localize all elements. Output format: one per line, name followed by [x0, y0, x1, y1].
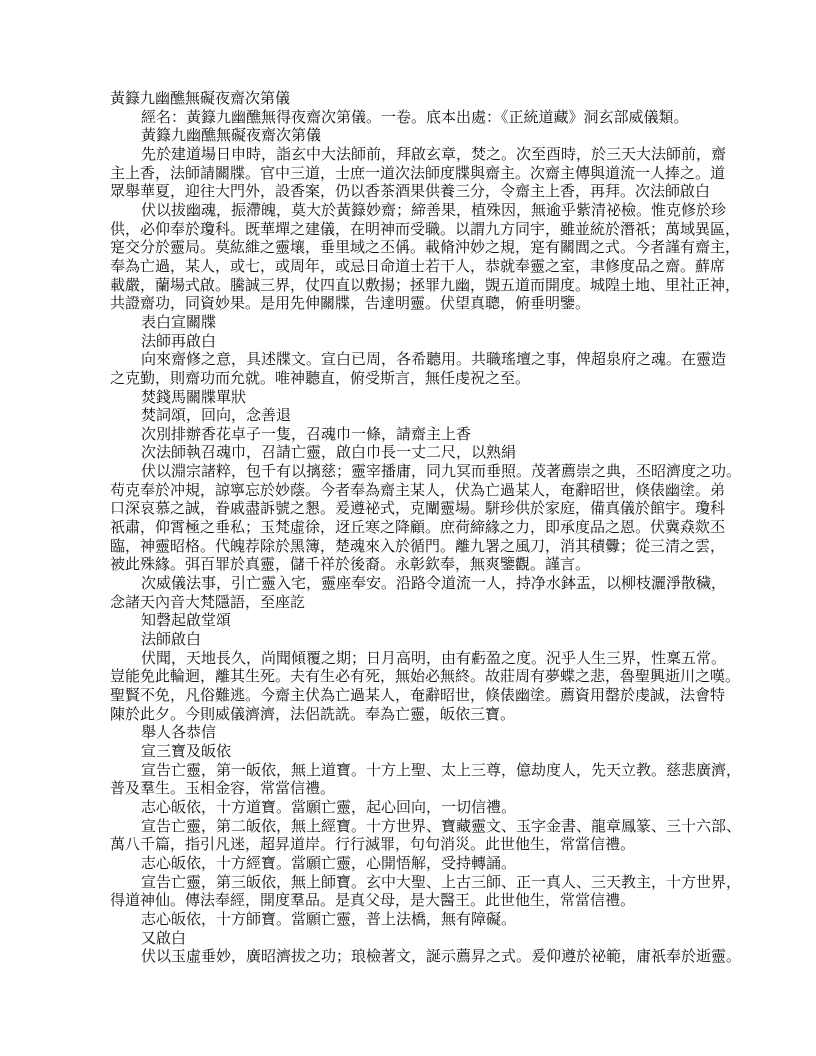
paragraph-line: 陳於此夕。今則威儀濟濟，法侶詵詵。奉為亡靈，皈依三寶。 [110, 704, 516, 723]
paragraph-line: 載嚴，蘭場式啟。騰誠三界，仗四直以敷揚；拯罪九幽，覬五道而開度。城隍土地、里社正神， [110, 275, 741, 294]
document-page [110, 89, 742, 966]
section-heading: 法師啟白 [141, 630, 202, 649]
section-heading: 舉人各恭信 [141, 723, 217, 742]
refuge-verse: 志心皈依，十方道寶。當願亡靈，起心回向，一切信禮。 [141, 797, 517, 816]
refuge-verse: 志心皈依，十方經寶。當願亡靈，心開悟解，受持轉誦。 [141, 853, 517, 872]
document-title: 黃籙九幽醮無礙夜齋次第儀 [110, 89, 291, 107]
paragraph-line: 寔交分於靈局。莫紘維之靈壤，垂里域之丕偁。載脩沖妙之規，寔有關閭之式。今者謹有齋主， [110, 238, 741, 257]
paragraph-line: 萬八千篇，指引凡迷，超昇道岸。行行滅罪，句句消災。此世他生，常當信禮。 [110, 835, 636, 854]
paragraph-line: 眾舉華夏，迎往大門外，設香案，仍以香茶酒果供養三分，令齋主上香，再拜。次法師啟白 [110, 182, 711, 201]
section-heading: 宣三寶及皈依 [141, 741, 232, 760]
paragraph-line: 口深哀慕之誠，眷戚盡訴號之懇。爰遵祕式，克闡靈場。駢珍供於家庭，備真儀於館宇。瓊科 [110, 499, 726, 518]
paragraph-line: 祇肅，仰霄極之垂私；玉梵虛徐，迓丘寒之降顧。庶荷締緣之力，即承度品之恩。伏冀猋欻丕 [110, 518, 726, 537]
section-heading: 法師再啟白 [141, 331, 217, 350]
paragraph-line: 主上香，法師請關牒。官中三道，士庶一道次法師度牒與齋主。次齋主傳與道流一人捧之。道 [110, 163, 726, 182]
paragraph-line: 宣告亡靈，第二皈依，無上經寶。十方世界、寶藏靈文、玉字金書、龍章鳳篆、三十六部、 [141, 816, 742, 835]
paragraph-line: 先於建道場日申時，詣玄中大法師前，拜啟玄章，焚之。次至酉時，於三天大法師前，齋 [141, 144, 727, 163]
refuge-verse: 志心皈依，十方師寶。當願亡靈，普上法橋，無有障礙。 [141, 909, 517, 928]
section-heading: 焚詞頌，回向，念善退 [141, 406, 292, 425]
paragraph-line: 伏以玉虛垂妙，廣昭濟拔之功；琅檢著文，誕示薦昇之式。爰仰遵於祕範，庸祇奉於逝靈。 [141, 947, 742, 966]
section-heading: 次法師執召魂巾，召請亡靈，啟白巾長一丈二尺，以熟絹 [141, 443, 517, 462]
paragraph-line: 得道神仙。傳法奉經，開度羣品。是真父母，是大醫王。此世他生，常當信禮。 [110, 891, 636, 910]
section-heading: 表白宣關牒 [141, 312, 217, 331]
paragraph-line: 向來齋修之意，具述牒文。宣白已周，各希聽用。共職瑤壇之事，俾超泉府之魂。在靈造 [141, 350, 727, 369]
paragraph-line: 念諸天內音大梵隱語，至座訖 [110, 592, 306, 611]
scripture-meta: 經名：黃籙九幽醮無得夜齋次第儀。一卷。底本出處：《正統道藏》洞玄部威儀類。 [141, 107, 689, 126]
paragraph-line: 伏聞，天地長久，尚聞傾覆之期；日月高明，由有虧盈之度。況乎人生三界，性稟五常。 [141, 648, 727, 667]
paragraph-line: 奉為亡過，某人，或七，或周年，或忌日命道士若干人，恭就奉靈之室，聿修度品之齋。蘚席 [110, 256, 726, 275]
section-heading: 黃籙九幽醮無礙夜齋次第儀 [141, 126, 322, 145]
section-heading: 又啟白 [141, 928, 187, 947]
section-heading: 知磬起啟堂頌 [141, 611, 232, 630]
paragraph-line: 苟克奉於冲規，諒寧忘於妙蔭。今者奉為齋主某人，伏為亡過某人，奄辭昭世，倏俵幽塗。弟 [110, 480, 726, 499]
section-heading: 次別排辦香花卓子一隻，召魂巾一條，請齋主上香 [141, 424, 472, 443]
paragraph-line: 共證齋功，同資妙果。是用先伸關牒，告達明靈。伏望真聰，俯垂明鑒。 [110, 294, 591, 313]
paragraph-line: 宣告亡靈，第一皈依，無上道寶。十方上聖、太上三尊，億劫度人，先天立教。慈悲廣濟， [141, 760, 742, 779]
paragraph-line: 普及羣生。玉相金容，常當信禮。 [110, 779, 336, 798]
paragraph-line: 臨，神靈昭格。代魄荐除於黑簿，楚魂來入於循門。離九署之風刀，消其積釁；從三清之雲， [110, 536, 726, 555]
paragraph-line: 伏以淵宗諸粹，包千有以摛慈；靈宰播庸，同九冥而垂照。茂著薦崇之典，丕昭濟度之功。 [141, 462, 742, 481]
paragraph-line: 伏以拔幽魂，振滯魄，莫大於黃籙妙齋；締善果，植殊因，無逾乎紫清祕檢。惟克修於珍 [141, 200, 727, 219]
section-heading: 焚錢馬關牒單狀 [141, 387, 247, 406]
paragraph-line: 供，必仰奉於瓊科。既華墠之建儀，在明神而受職。以謂九方同宇，雖並統於潛祇；萬域異區， [110, 219, 741, 238]
paragraph-line: 次威儀法事，引亡靈入宅，靈座奉安。沿路令道流一人，持净水鉢盂，以柳枝灑淨散穢， [141, 574, 727, 593]
paragraph-line: 之克勤，則齋功而允就。唯神聽直，俯受斯言，無任虔祝之至。 [110, 368, 531, 387]
paragraph-line: 宣告亡靈，第三皈依，無上師寶。玄中大聖、上古三師、正一真人、三天教主，十方世界， [141, 872, 742, 891]
paragraph-line: 被此殊緣。弭百罪於真靈，儲千祥於後裔。永彰欽奉，無爽鑒觀。謹言。 [110, 555, 591, 574]
paragraph-line: 聖賢不免，凡俗難逃。今齋主伏為亡過某人，奄辭昭世，倏俵幽塗。薦資用罄於虔誠，法會特 [110, 686, 726, 704]
paragraph-line: 豈能免此輪迴，離其生死。夫有生必有死，無始必無終。故莊周有夢蝶之悲，魯聖興逝川之嘆。 [110, 667, 741, 686]
